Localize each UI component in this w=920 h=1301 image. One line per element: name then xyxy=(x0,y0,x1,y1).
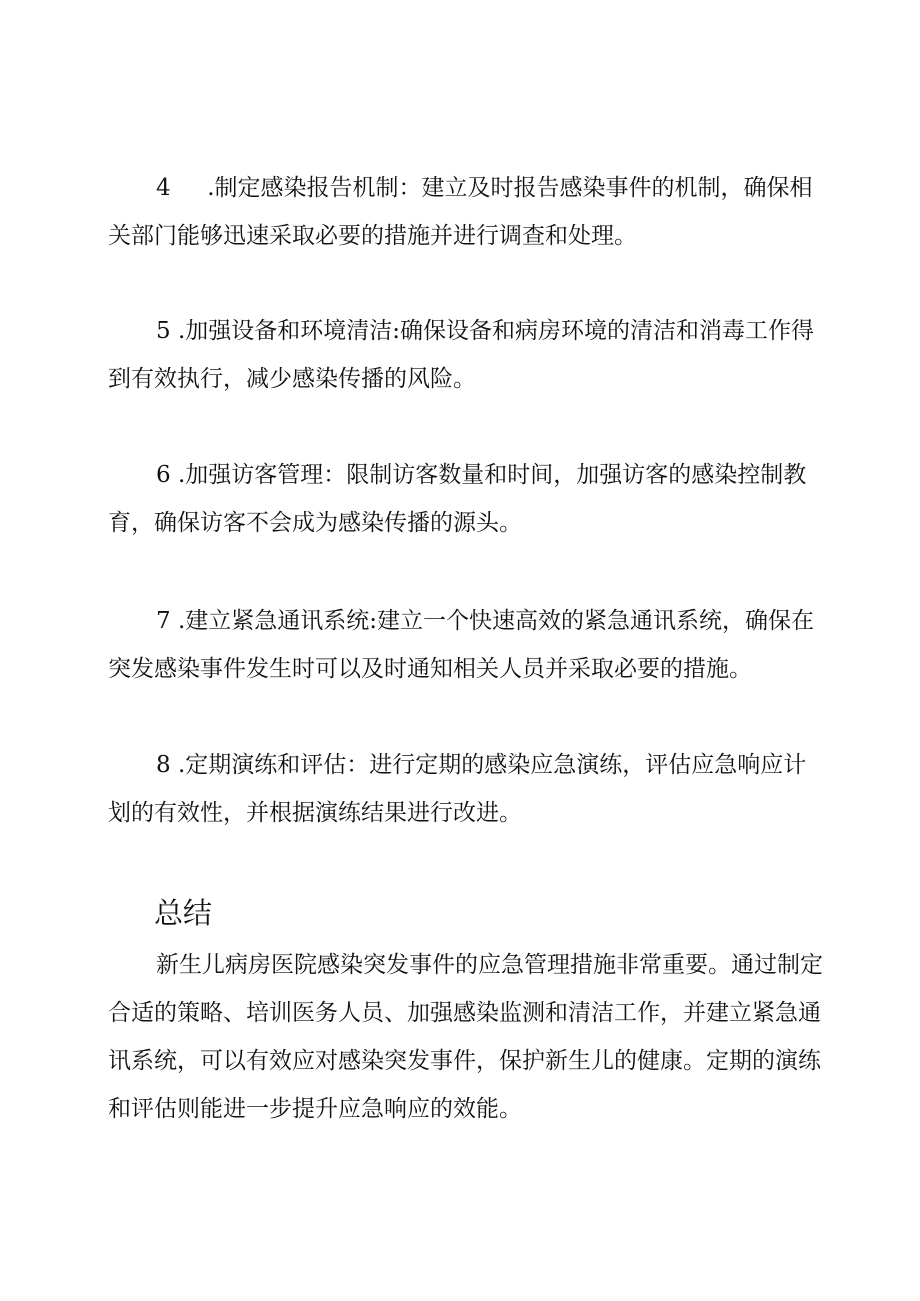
list-item-first-line xyxy=(108,307,826,355)
summary-line: 和评估则能进一步提升应急响应的效能。 xyxy=(108,1096,522,1122)
list-item-text: .制定感染报告机制：建立及时报告感染事件的机制，确保相 xyxy=(207,175,813,201)
summary-line: 讯系统，可以有效应对感染突发事件，保护新生儿的健康。定期的演练 xyxy=(108,1048,821,1074)
list-item-number: 8 xyxy=(156,752,171,778)
list-item-7 xyxy=(108,597,826,693)
list-item-continuation: 关部门能够迅速采取必要的措施并进行调查和处理。 xyxy=(108,223,637,249)
list-item-continuation: 到有效执行，减少感染传播的风险。 xyxy=(108,366,476,392)
summary-heading: 总结 xyxy=(154,896,213,930)
list-item-first-line xyxy=(108,164,826,212)
list-item-first-line xyxy=(108,597,826,645)
list-item-number: 6 xyxy=(156,462,171,488)
list-item-text: .建立紧急通讯系统:建立一个快速高效的紧急通讯系统，确保在 xyxy=(178,608,815,634)
summary-line: 合适的策略、培训医务人员、加强感染监测和清洁工作，并建立紧急通 xyxy=(108,1000,821,1026)
list-item-number: 7 xyxy=(156,608,171,634)
list-item-continuation: 划的有效性，并根据演练结果进行改进。 xyxy=(108,800,522,826)
list-item-6 xyxy=(108,451,826,547)
summary-line: 新生儿病房医院感染突发事件的应急管理措施非常重要。通过制定 xyxy=(156,952,823,978)
list-item-first-line xyxy=(108,451,826,499)
summary-paragraph xyxy=(108,941,826,1133)
list-item-number: 5 xyxy=(156,318,171,344)
list-item-4 xyxy=(108,164,826,260)
list-item-number: 4 xyxy=(156,175,171,201)
list-item-first-line xyxy=(108,741,826,789)
list-item-text: .加强设备和环境清洁:确保设备和病房环境的清洁和消毒工作得 xyxy=(178,318,815,344)
list-item-text: .定期演练和评估：进行定期的感染应急演练，评估应急响应计 xyxy=(178,752,807,778)
list-item-continuation: 突发感染事件发生时可以及时通知相关人员并采取必要的措施。 xyxy=(108,656,752,682)
list-item-continuation: 育，确保访客不会成为感染传播的源头。 xyxy=(108,510,522,536)
list-item-text: .加强访客管理：限制访客数量和时间，加强访客的感染控制教 xyxy=(178,462,807,488)
list-item-8 xyxy=(108,741,826,837)
list-item-5 xyxy=(108,307,826,403)
